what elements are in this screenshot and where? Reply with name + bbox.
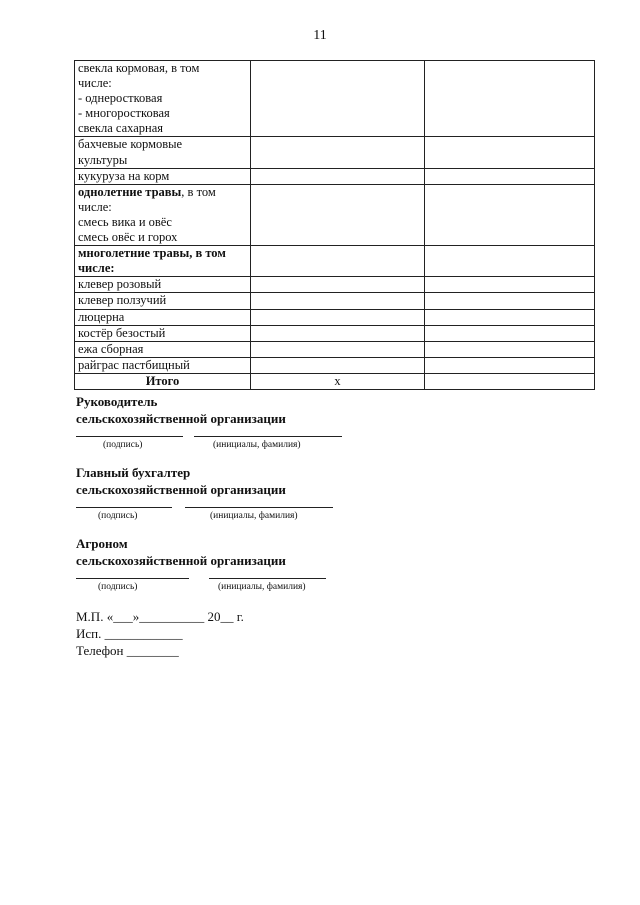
caption-name: (инициалы, фамилия) <box>210 511 298 521</box>
crop-name-line: числе: <box>78 261 115 276</box>
table-row <box>75 137 595 168</box>
crop-name-line: люцерна <box>78 309 125 324</box>
signature-block-head <box>76 393 286 427</box>
crop-name-cell <box>75 184 251 245</box>
value-cell <box>425 325 595 341</box>
crop-name-cell <box>75 293 251 309</box>
crop-name-line: райграс пастбищный <box>78 357 190 372</box>
crop-name-cell <box>75 341 251 357</box>
crop-name-line: однолетние травы, в том <box>78 184 216 199</box>
signature-title: сельскохозяйственной организации <box>76 411 286 426</box>
crop-name-line: - многоростковая <box>78 106 170 121</box>
executor-line: Исп. ____________ <box>76 626 183 641</box>
crop-name-line: культуры <box>78 152 128 167</box>
crop-name-line: свекла сахарная <box>78 121 164 136</box>
signature-title: Агроном <box>76 536 128 551</box>
table-row <box>75 184 595 245</box>
phone-line: Телефон ________ <box>76 643 179 658</box>
crop-name-cell <box>75 137 251 168</box>
value-cell <box>251 137 425 168</box>
value-cell <box>251 168 425 184</box>
value-cell <box>251 246 425 277</box>
value-cell <box>251 341 425 357</box>
caption-name: (инициалы, фамилия) <box>213 440 301 450</box>
table-row <box>75 277 595 293</box>
crop-name-line: ежа сборная <box>78 341 144 356</box>
caption-sign: (подпись) <box>98 511 138 521</box>
value-cell <box>425 341 595 357</box>
value-cell <box>425 184 595 245</box>
sign-line <box>76 578 189 579</box>
crop-name-cell <box>75 357 251 373</box>
crop-name-line: числе: <box>78 76 112 91</box>
value-cell <box>425 168 595 184</box>
crop-name-cell <box>75 277 251 293</box>
value-cell <box>425 277 595 293</box>
crop-name-line: числе: <box>78 199 112 214</box>
value-cell <box>251 325 425 341</box>
value-cell <box>251 293 425 309</box>
value-cell <box>251 277 425 293</box>
crop-name-line: кукуруза на корм <box>78 168 170 183</box>
table-row <box>75 61 595 137</box>
value-cell <box>425 357 595 373</box>
crop-name-cell <box>75 246 251 277</box>
crop-name-cell <box>75 168 251 184</box>
value-cell <box>425 61 595 137</box>
signature-title: сельскохозяйственной организации <box>76 482 286 497</box>
caption-name: (инициалы, фамилия) <box>218 582 306 592</box>
name-line <box>209 578 326 579</box>
value-cell <box>425 309 595 325</box>
total-label-cell: Итого <box>75 373 251 389</box>
crop-name-cell <box>75 309 251 325</box>
sign-line <box>76 507 172 508</box>
value-cell <box>251 309 425 325</box>
table-row <box>75 168 595 184</box>
table-row <box>75 325 595 341</box>
crop-name-line: клевер розовый <box>78 277 162 292</box>
name-line <box>194 436 342 437</box>
sign-line <box>76 436 183 437</box>
caption-sign: (подпись) <box>103 440 143 450</box>
value-cell <box>251 357 425 373</box>
value-cell <box>425 293 595 309</box>
crop-name-line: бахчевые кормовые <box>78 137 183 152</box>
crop-name-line: клевер ползучий <box>78 293 167 308</box>
crop-name-line: костёр безостый <box>78 325 166 340</box>
crop-name-line: многолетние травы, в том <box>78 246 226 261</box>
crop-name-cell <box>75 325 251 341</box>
crop-name-line: - однеростковая <box>78 91 163 106</box>
table-row <box>75 341 595 357</box>
table-row <box>75 293 595 309</box>
table-row <box>75 246 595 277</box>
signature-title: Главный бухгалтер <box>76 465 191 480</box>
name-line <box>185 507 333 508</box>
total-value-cell: х <box>251 373 425 389</box>
crops-table <box>74 60 595 390</box>
stamp-date-line: М.П. «___»__________ 20__ г. <box>76 609 244 624</box>
value-cell <box>251 184 425 245</box>
crop-name-line: свекла кормовая, в том <box>78 61 200 75</box>
page-number: 11 <box>313 28 327 43</box>
caption-sign: (подпись) <box>98 582 138 592</box>
signature-title: Руководитель <box>76 394 158 409</box>
crop-name-line: смесь овёс и горох <box>78 230 178 245</box>
value-cell <box>251 61 425 137</box>
table-row <box>75 309 595 325</box>
crop-name-cell <box>75 61 251 137</box>
total-value-cell <box>425 373 595 389</box>
value-cell <box>425 246 595 277</box>
crop-name-line: смесь вика и овёс <box>78 214 172 229</box>
signature-block-accountant <box>76 464 286 498</box>
signature-block-agronomist <box>76 535 286 569</box>
table-row <box>75 357 595 373</box>
signature-title: сельскохозяйственной организации <box>76 553 286 568</box>
total-row <box>75 373 595 389</box>
value-cell <box>425 137 595 168</box>
